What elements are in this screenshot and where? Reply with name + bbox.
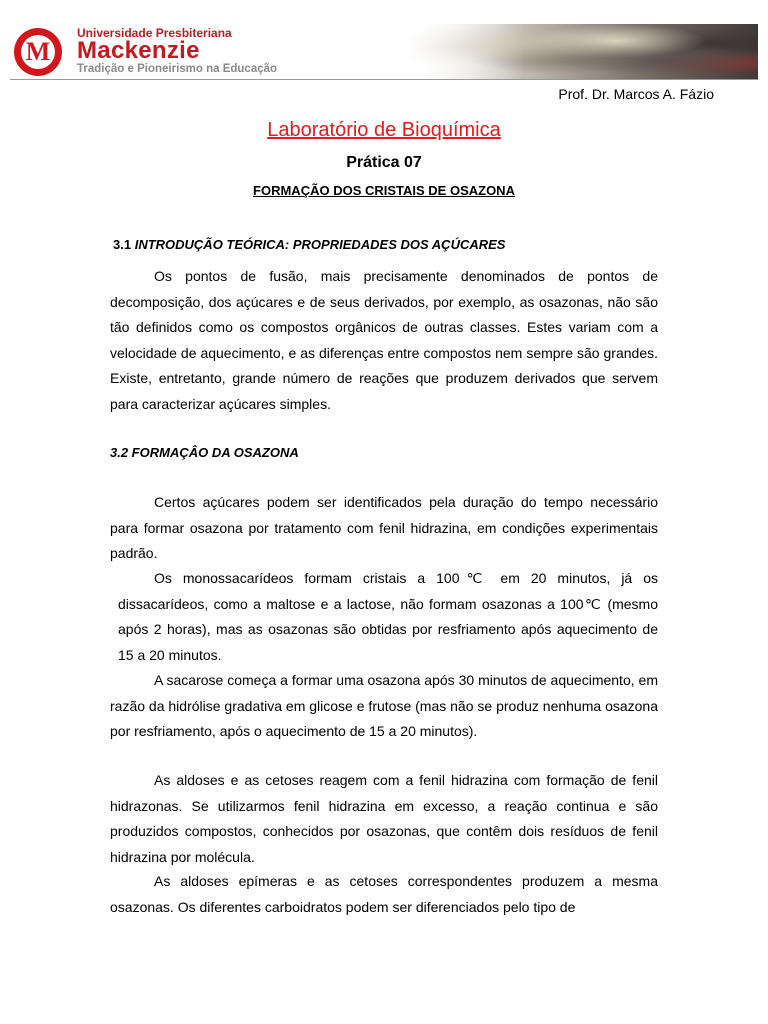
header-divider [10,79,758,80]
university-tagline: Tradição e Pioneirismo na Educação [77,63,278,75]
mackenzie-logo [14,28,62,76]
paragraph-intro: Os pontos de fusão, mais precisamente denominados de pontos de decomposição, dos açúcares e de seus derivados, por exemplo, as osazonas, não são tão definidos como os compostos orgânicos de outras classes. Estes variam com a velocidade de aquecimento, e as diferenças entre compostos nem sempre são grandes. Existe, entretanto, grande número de reações que produzem derivados que servem para caracterizar açúcares simples. [110,268,658,412]
section-heading-3-1 [113,237,505,252]
practice-number: Prática 07 [346,154,422,171]
document-subtitle: FORMAÇÃO DOS CRISTAIS DE OSAZONA [253,183,515,198]
author-name: Prof. Dr. Marcos A. Fázio [558,86,714,102]
paragraph: As aldoses e as cetoses reagem com a fenil hidrazina com formação de fenil hidrazonas. Se utilizarmos fenil hidrazina em excesso, a reação continua e são produzidos compostos, conhecidos por osazonas, que contêm dois resíduos de fenil hidrazina por molécula. [110,772,658,865]
section-heading-3-2: 3.2 FORMAÇÂO DA OSAZONA [110,445,299,460]
university-line: Universidade Presbiteriana [77,26,232,40]
section-number: 3.1 [113,237,132,252]
document-title: Laboratório de Bioquímica [267,119,501,141]
header-banner [10,22,758,80]
university-name: Mackenzie [77,37,200,64]
paragraph: Os monossacarídeos formam cristais a 100℃ em 20 minutos, já os dissacarídeos, como a maltose e a lactose, não formam osazonas a 100℃ (mesmo após 2 horas), mas as osazonas são obtidas por resfriamento após aquecimento de 15 a 20 minutos. [118,570,658,663]
logo-letter: M [25,37,51,66]
header-photo-fade [404,24,524,80]
paragraph: Certos açúcares podem ser identificados pela duração do tempo necessário para formar osazona por tratamento com fenil hidrazina, em condições experimentais padrão. [110,494,658,562]
paragraph: As aldoses epímeras e as cetoses correspondentes produzem a mesma osazonas. Os diferentes carboidratos podem ser diferenciados pelo tipo de [110,873,658,915]
section-title: INTRODUÇÃO TEÓRICA: PROPRIEDADES DOS AÇÚCARES [134,237,506,252]
paragraph: A sacarose começa a formar uma osazona após 30 minutos de aquecimento, em razão da hidrólise gradativa em glicose e frutose (mas não se produz nenhuma osazona por resfriamento, após o aquecimento de 15 a 20 minutos). [110,672,658,740]
